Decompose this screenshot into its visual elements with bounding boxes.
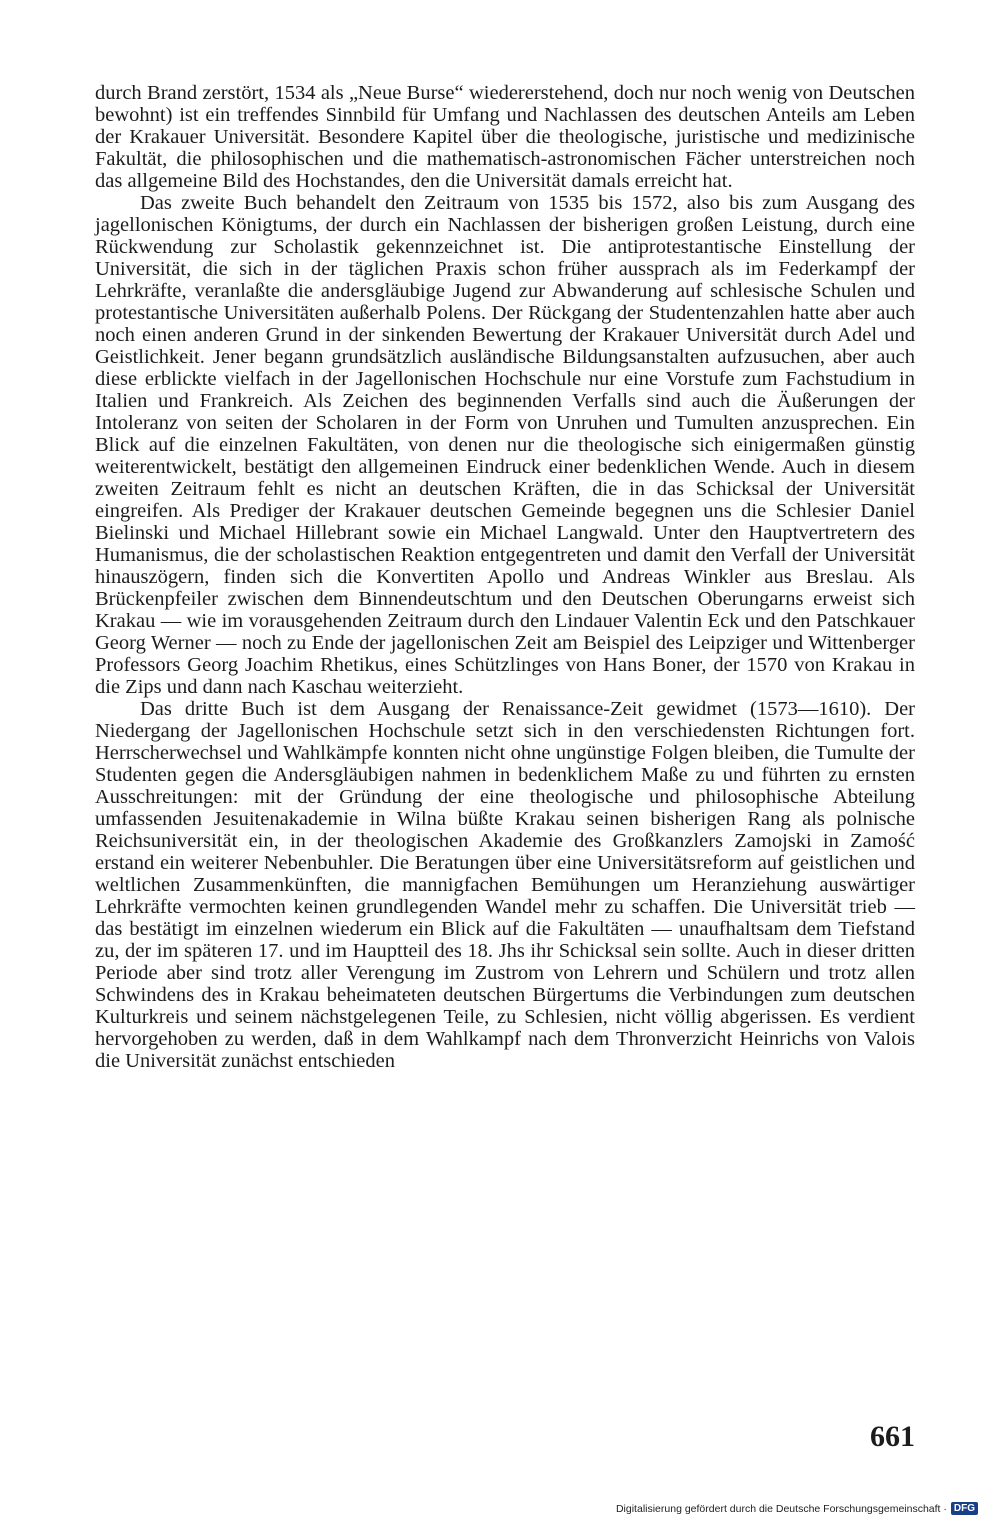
body-text xyxy=(95,82,915,1072)
paragraph-1: durch Brand zerstört, 1534 als „Neue Burse“ wiedererstehend, doch nur noch wenig von Deutschen bewohnt) ist ein treffendes Sinnbild für Umfang und Nachlassen des deutschen Anteils am Leben der Krakauer Universität. Besondere Kapitel über die theologische, juristische und medizinische Fakultät, die philosophischen und die mathematisch-astronomischen Fächer unterstreichen noch das allgemeine Bild des Hochstandes, den die Universität damals erreicht hat. xyxy=(95,82,915,192)
paragraph-2: Das zweite Buch behandelt den Zeitraum von 1535 bis 1572, also bis zum Ausgang des jagellonischen Königtums, der durch ein Nachlassen der bisherigen großen Leistung, durch eine Rückwendung zur Scholastik gekennzeichnet ist. Die antiprotestantische Einstellung der Universität, die sich in der täglichen Praxis schon früher aussprach als im Federkampf der Lehrkräfte, veranlaßte die andersgläubige Jugend zur Abwanderung auf schlesische Schulen und protestantische Universitäten außerhalb Polens. Der Rückgang der Studentenzahlen hatte aber auch noch einen anderen Grund in der sinkenden Bewertung der Krakauer Universität durch Adel und Geistlichkeit. Jener begann grundsätzlich ausländische Bildungsanstalten aufzusuchen, aber auch diese erblickte vielfach in der Jagellonischen Hochschule nur eine Vorstufe zum Fachstudium in Italien und Frankreich. Als Zeichen des beginnenden Verfalls sind auch die Äußerungen der Intoleranz von seiten der Scholaren in der Form von Unruhen und Tumulten anzusprechen. Ein Blick auf die einzelnen Fakultäten, von denen nur die theologische sich einigermaßen günstig weiterentwickelt, bestätigt den allgemeinen Eindruck einer bedenklichen Wende. Auch in diesem zweiten Zeitraum fehlt es nicht an deutschen Kräften, die in das Schicksal der Universität eingreifen. Als Prediger der Krakauer deutschen Gemeinde begegnen uns die Schlesier Daniel Bielinski und Michael Hillebrant sowie ein Michael Langwald. Unter den Hauptvertretern des Humanismus, die der scholastischen Reaktion entgegentreten und damit den Verfall der Universität hinauszögern, finden sich die Konvertiten Apollo und Andreas Winkler aus Breslau. Als Brückenpfeiler zwischen dem Binnendeutschtum und den Deutschen Oberungarns erweist sich Krakau — wie im vorausgehenden Zeitraum durch den Lindauer Valentin Eck und den Patschkauer Georg Werner — noch zu Ende der jagellonischen Zeit am Beispiel des Leipziger und Wittenberger Professors Georg Joachim Rhetikus, eines Schützlinges von Hans Boner, der 1570 von Krakau in die Zips und dann nach Kaschau weiterzieht. xyxy=(95,192,915,698)
paragraph-3: Das dritte Buch ist dem Ausgang der Renaissance-Zeit gewidmet (1573—1610). Der Niedergang der Jagellonischen Hochschule setzt sich in den verschiedensten Richtungen fort. Herrscherwechsel und Wahlkämpfe konnten nicht ohne ungünstige Folgen bleiben, die Tumulte der Studenten gegen die Andersgläubigen nahmen in bedenklichem Maße zu und führten zu ernsten Ausschreitungen: mit der Gründung der eine theologische und philosophische Abteilung umfassenden Jesuitenakademie in Wilna büßte Krakau seinen bisherigen Rang als polnische Reichsuniversität ein, in der theologischen Akademie des Großkanzlers Zamojski in Zamość erstand ein weiterer Nebenbuhler. Die Beratungen über eine Universitätsreform auf geistlichen und weltlichen Zusammenkünften, die mannigfachen Bemühungen um Heranziehung auswärtiger Lehrkräfte vermochten keinen grundlegenden Wandel mehr zu schaffen. Die Universität trieb — das bestätigt im einzelnen wiederum ein Blick auf die Fakultäten — unaufhaltsam dem Tiefstand zu, der im späteren 17. und im Hauptteil des 18. Jhs ihr Schicksal sein sollte. Auch in dieser dritten Periode aber sind trotz aller Verengung im Zustrom von Lehrern und Schülern und trotz allen Schwindens des in Krakau beheimateten deutschen Bürgertums die Verbindungen zum deutschen Kulturkreis und seinem nächstgelegenen Teile, zu Schlesien, nicht völlig abgerissen. Es verdient hervorgehoben zu werden, daß in dem Wahlkampf nach dem Thronverzicht Heinrichs von Valois die Universität zunächst entschieden xyxy=(95,698,915,1072)
footer-credit: Digitalisierung gefördert durch die Deutsche Forschungsgemeinschaft · xyxy=(615,1502,947,1515)
page-number: 661 xyxy=(870,1420,915,1453)
digitization-footer xyxy=(616,1502,978,1515)
dfg-logo-icon: DFG xyxy=(951,1502,978,1515)
